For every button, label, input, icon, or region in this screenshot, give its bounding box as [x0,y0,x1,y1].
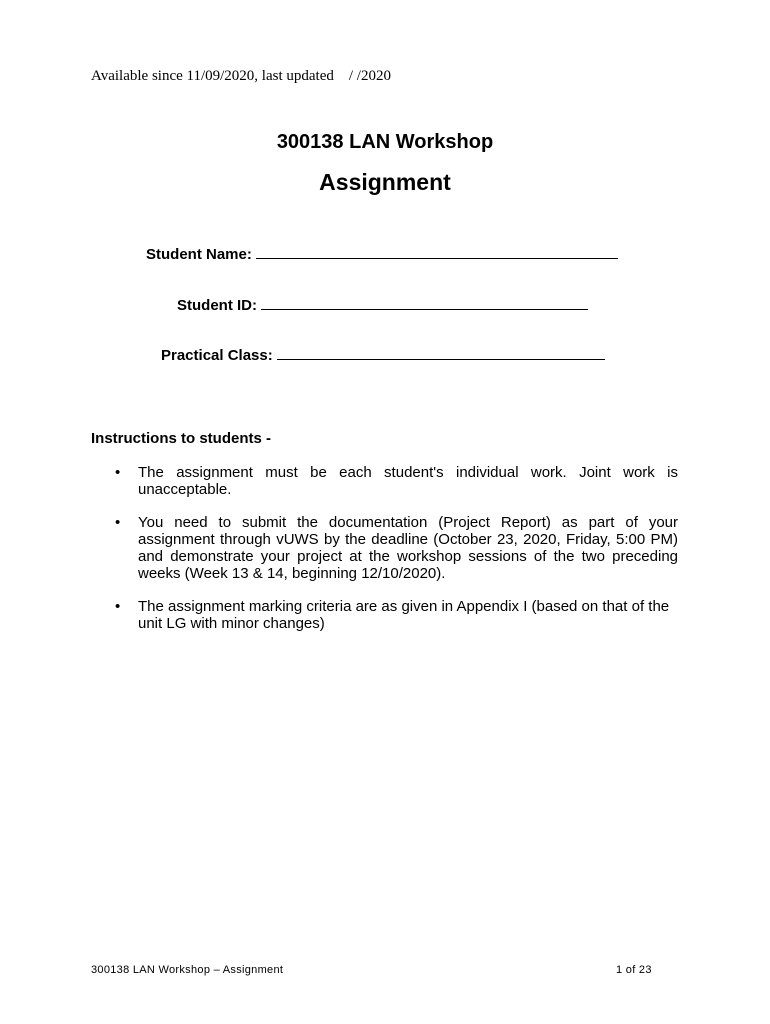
course-title: 300138 LAN Workshop [276,131,494,153]
list-item [91,598,678,632]
instructions-list [91,464,678,648]
instruction-text: The assignment must be each student's individual work. Joint work is unacceptable. [138,464,678,498]
student-name-field [146,244,618,263]
document-title: Assignment [319,169,451,195]
bullet-icon: • [115,598,121,615]
bullet-icon: • [115,514,121,531]
practical-class-blank [277,345,605,360]
instructions-heading: Instructions to students - [91,430,271,447]
practical-class-field [161,345,605,364]
list-item [91,464,678,498]
student-name-label: Student Name: [146,246,252,263]
availability-note: Available since 11/09/2020, last updated / /2020 [91,68,391,84]
footer-doc-title: 300138 LAN Workshop – Assignment [91,964,284,976]
instruction-text: You need to submit the documentation (Project Report) as part of your assignment through vUWS by the deadline (October 23, 2020, Friday, 5:00 PM) and demonstrate your project at the workshop sessions of the two preceding weeks (Week 13 & 14, beginning 12/10/2020). [138,514,678,582]
student-id-field [177,295,588,314]
student-name-blank [256,244,618,259]
list-item [91,514,678,582]
student-id-blank [261,295,588,310]
footer-page-number: 1 of 23 [616,964,652,976]
bullet-icon: • [115,464,121,481]
instruction-text: The assignment marking criteria are as given in Appendix I (based on that of the unit LG with minor changes) [138,598,670,632]
student-id-label: Student ID: [177,297,257,314]
practical-class-label: Practical Class: [161,347,273,364]
